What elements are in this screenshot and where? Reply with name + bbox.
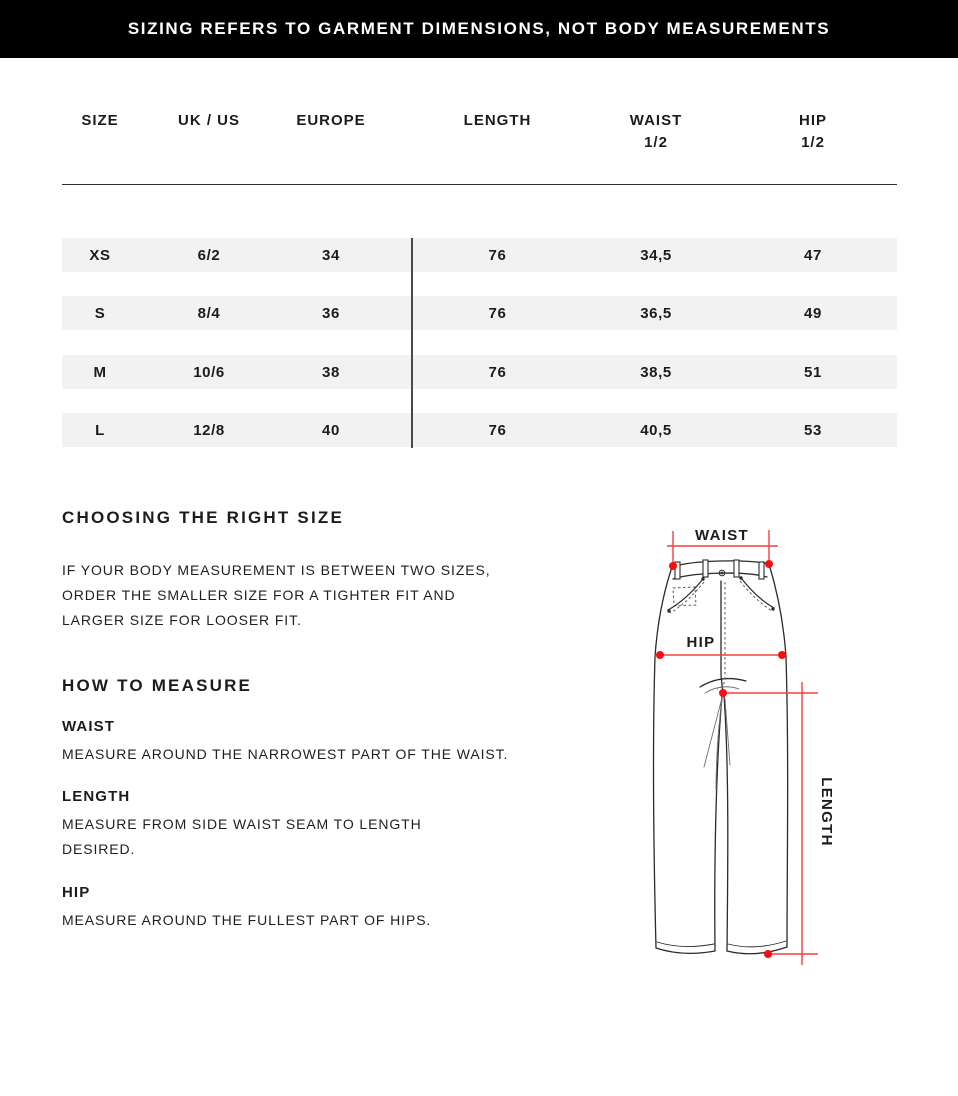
table-cell: 38 bbox=[322, 363, 340, 381]
table-cell: 8/4 bbox=[197, 304, 221, 322]
measure-item-hip bbox=[62, 884, 431, 933]
sizing-notice-text: SIZING REFERS TO GARMENT DIMENSIONS, NOT BODY MEASUREMENTS bbox=[127, 19, 831, 38]
waist-dot-left bbox=[669, 562, 677, 570]
table-cell: 6/2 bbox=[197, 246, 221, 264]
table-cell: 51 bbox=[804, 363, 822, 381]
waist-dot-right bbox=[765, 560, 773, 568]
table-cell: XS bbox=[89, 246, 111, 264]
size-table-header bbox=[62, 110, 897, 170]
choosing-size-paragraph bbox=[62, 558, 491, 633]
pants-outline bbox=[653, 561, 787, 954]
crotch-dot bbox=[719, 689, 727, 697]
hip-dot-right bbox=[778, 651, 786, 659]
diagram-length-label: LENGTH bbox=[818, 777, 835, 847]
table-cell: 76 bbox=[488, 246, 507, 264]
table-row-l bbox=[62, 413, 897, 447]
diagram-hip-label: HIP bbox=[686, 634, 716, 651]
table-cell: M bbox=[93, 363, 107, 381]
pants-illustration bbox=[615, 515, 958, 985]
table-cell: 38,5 bbox=[640, 363, 672, 381]
column-header-uk-us: UK / US bbox=[177, 112, 240, 129]
measure-item-text: MEASURE AROUND THE FULLEST PART OF HIPS. bbox=[62, 912, 432, 928]
table-cell: 12/8 bbox=[193, 421, 225, 439]
measure-item-text: MEASURE AROUND THE NARROWEST PART OF THE WAIST. bbox=[62, 746, 509, 762]
table-cell: 47 bbox=[804, 246, 822, 264]
table-cell: L bbox=[95, 421, 105, 439]
measure-item-waist bbox=[62, 718, 508, 767]
table-cell: 36,5 bbox=[640, 304, 672, 322]
column-header-length: LENGTH bbox=[463, 112, 532, 129]
table-row-xs bbox=[62, 238, 897, 272]
column-subheader-hip: 1/2 bbox=[801, 134, 825, 151]
measure-item-text: MEASURE FROM SIDE WAIST SEAM TO LENGTH bbox=[62, 816, 422, 832]
pants-measurement-diagram bbox=[615, 515, 958, 985]
table-cell: 40,5 bbox=[640, 421, 672, 439]
table-cell: S bbox=[94, 304, 106, 322]
sizing-notice-banner bbox=[0, 0, 958, 58]
table-row-m bbox=[62, 355, 897, 389]
pants-wrinkles bbox=[704, 687, 739, 790]
paragraph-line: ORDER THE SMALLER SIZE FOR A TIGHTER FIT AND bbox=[62, 587, 456, 603]
table-cell: 34 bbox=[322, 246, 340, 264]
hem-dot bbox=[764, 950, 772, 958]
table-cell: 76 bbox=[488, 421, 507, 439]
column-header-size: SIZE bbox=[81, 112, 119, 129]
column-subheader-waist: 1/2 bbox=[644, 134, 668, 151]
table-cell: 53 bbox=[804, 421, 822, 439]
measure-item-length bbox=[62, 788, 422, 862]
table-column-divider bbox=[411, 238, 413, 448]
table-cell: 10/6 bbox=[193, 363, 225, 381]
table-cell: 76 bbox=[488, 363, 507, 381]
table-row-s bbox=[62, 296, 897, 330]
column-header-europe: EUROPE bbox=[296, 112, 366, 129]
table-cell: 40 bbox=[322, 421, 340, 439]
table-cell: 49 bbox=[804, 304, 822, 322]
paragraph-line: LARGER SIZE FOR LOOSER FIT. bbox=[62, 612, 302, 628]
table-header-rule bbox=[62, 184, 897, 185]
table-cell: 34,5 bbox=[640, 246, 672, 264]
table-cell: 76 bbox=[488, 304, 507, 322]
table-cell: 36 bbox=[322, 304, 340, 322]
column-header-hip: HIP 1/2 bbox=[729, 110, 897, 154]
measure-item-label: WAIST bbox=[62, 718, 115, 735]
diagram-waist-label: WAIST bbox=[695, 527, 749, 544]
how-to-measure-title: HOW TO MEASURE bbox=[62, 676, 253, 695]
measure-item-text: DESIRED. bbox=[62, 841, 136, 857]
measurement-lines bbox=[660, 530, 818, 965]
measure-item-label: HIP bbox=[62, 884, 91, 901]
hip-dot-left bbox=[656, 651, 664, 659]
column-header-waist: WAIST 1/2 bbox=[583, 110, 729, 154]
paragraph-line: IF YOUR BODY MEASUREMENT IS BETWEEN TWO SIZES, bbox=[62, 562, 491, 578]
choosing-size-title: CHOOSING THE RIGHT SIZE bbox=[62, 508, 345, 527]
measure-item-label: LENGTH bbox=[62, 788, 131, 805]
